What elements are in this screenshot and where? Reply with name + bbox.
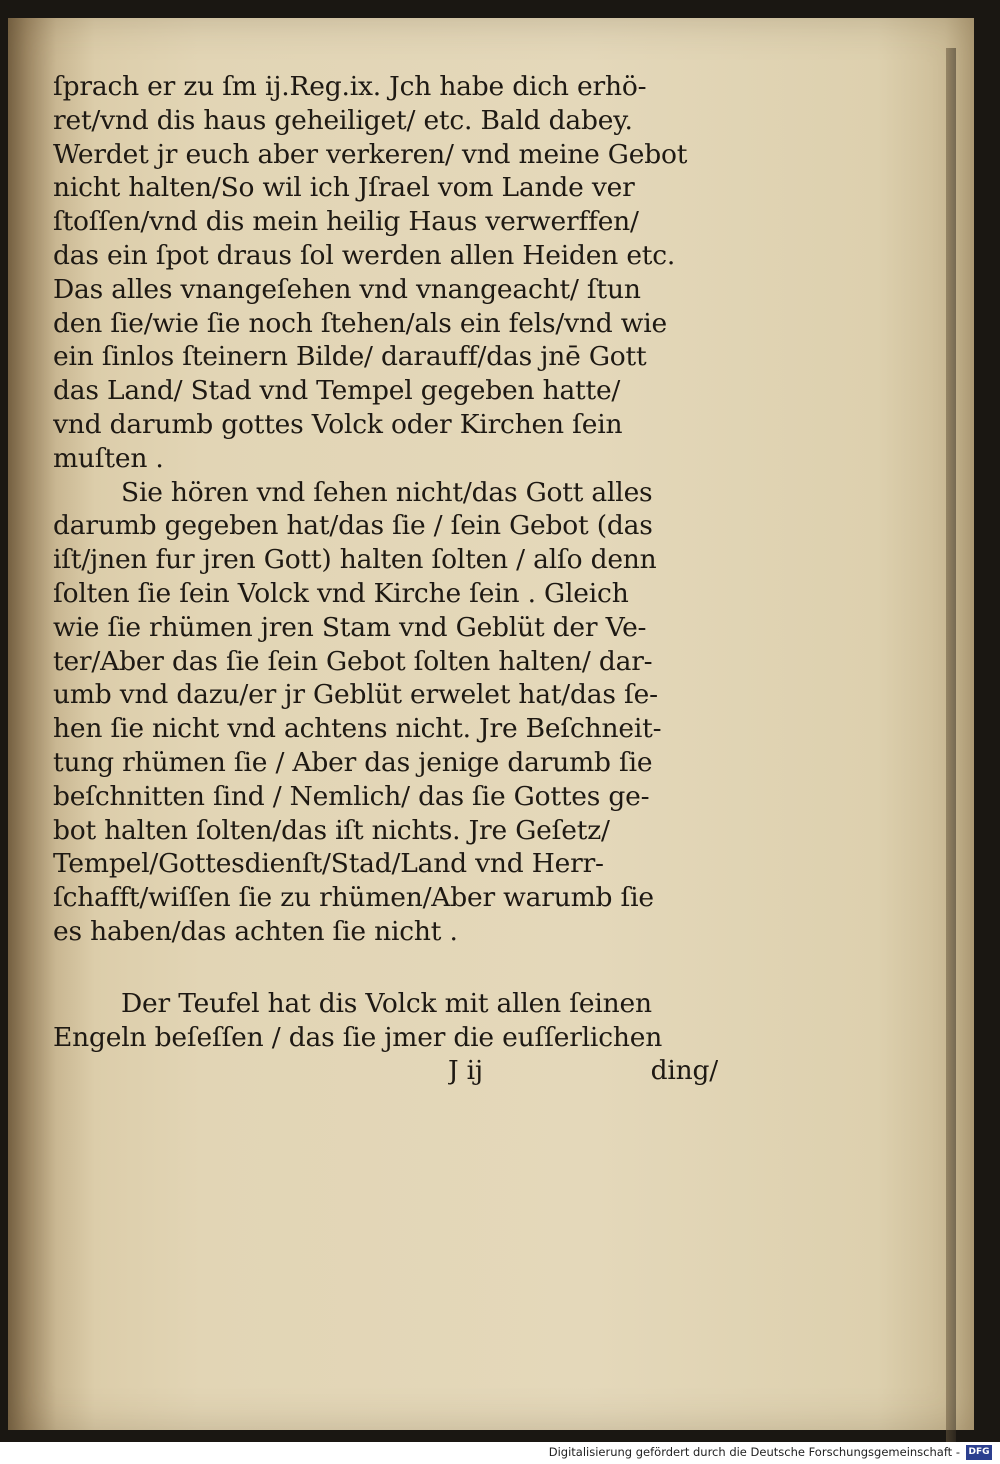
- signature-mark: J ij: [448, 1055, 483, 1087]
- text-line: ein ſinlos ſteinern Bilde/ darauff/das jnē Gott: [53, 341, 647, 373]
- text-line: ſtoſſen/vnd dis mein heilig Haus verwerffen/: [53, 206, 639, 238]
- funding-credit: Digitalisierung gefördert durch die Deutsche Forschungsgemeinschaft -: [548, 1445, 960, 1459]
- text-line: den ſie/wie ſie noch ſtehen/als ein fels/vnd wie: [53, 307, 668, 339]
- text-line: iſt/jnen fur jren Gott) halten ſolten / alſo denn: [53, 544, 657, 576]
- text-line: vnd darumb gottes Volck oder Kirchen ſein: [53, 408, 623, 440]
- digitization-footer: [0, 1442, 1000, 1464]
- text-line: Tempel/Gottesdienſt/Stad/Land vnd Herr-: [53, 848, 604, 880]
- text-line: muſten .: [53, 442, 164, 474]
- text-line: das Land/ Stad vnd Tempel gegeben hatte/: [53, 375, 621, 407]
- text-line: beſchnitten ſind / Nemlich/ das ſie Gottes ge-: [53, 780, 650, 812]
- text-line: Sie hören vnd ſehen nicht/das Gott alles: [121, 476, 653, 508]
- text-line: Werdet jr euch aber verkeren/ vnd meine Gebot: [53, 138, 688, 170]
- paragraph-gap: [53, 949, 733, 987]
- dfg-logo-icon: DFG: [966, 1445, 992, 1460]
- text-line: Der Teufel hat dis Volck mit allen ſeinen: [121, 987, 652, 1019]
- text-line: wie ſie rhümen jren Stam vnd Geblüt der Ve-: [53, 611, 647, 643]
- text-line: hen ſie nicht vnd achtens nicht. Jre Beſchneit-: [53, 713, 662, 745]
- page-footer-line: [448, 1054, 718, 1088]
- text-line: ſprach er zu ſm ij.Reg.ix. Jch habe dich erhö-: [53, 71, 647, 102]
- catchword: ding/: [650, 1055, 718, 1087]
- page-text: [53, 70, 733, 1088]
- text-line: es haben/das achten ſie nicht .: [53, 915, 458, 947]
- text-line: ſchafft/wiſſen ſie zu rhümen/Aber warumb ſie: [53, 882, 654, 914]
- text-line: ſolten ſie ſein Volck vnd Kirche ſein . Gleich: [53, 577, 629, 609]
- text-line: bot halten ſolten/das iſt nichts. Jre Geſetz/: [53, 814, 610, 846]
- text-line: Das alles vnangeſehen vnd vnangeacht/ ſtun: [53, 273, 641, 305]
- text-line: darumb gegeben hat/das ſie / ſein Gebot (das: [53, 510, 653, 542]
- page-edge-shadow: [946, 48, 956, 1448]
- text-line: umb vnd dazu/er jr Geblüt erwelet hat/das ſe-: [53, 679, 658, 711]
- book-page: [8, 18, 974, 1430]
- text-line: das ein ſpot draus ſol werden allen Heiden etc.: [53, 239, 676, 271]
- text-line: Engeln beſeſſen / das ſie jmer die euſſerlichen: [53, 1021, 663, 1053]
- text-line: ret/vnd dis haus geheiliget/ etc. Bald dabey.: [53, 104, 633, 136]
- text-line: ter/Aber das ſie ſein Gebot ſolten halten/ dar-: [53, 645, 653, 677]
- text-line: nicht halten/So wil ich Jſrael vom Lande ver: [53, 172, 635, 204]
- text-line: tung rhümen ſie / Aber das jenige darumb ſie: [53, 746, 653, 778]
